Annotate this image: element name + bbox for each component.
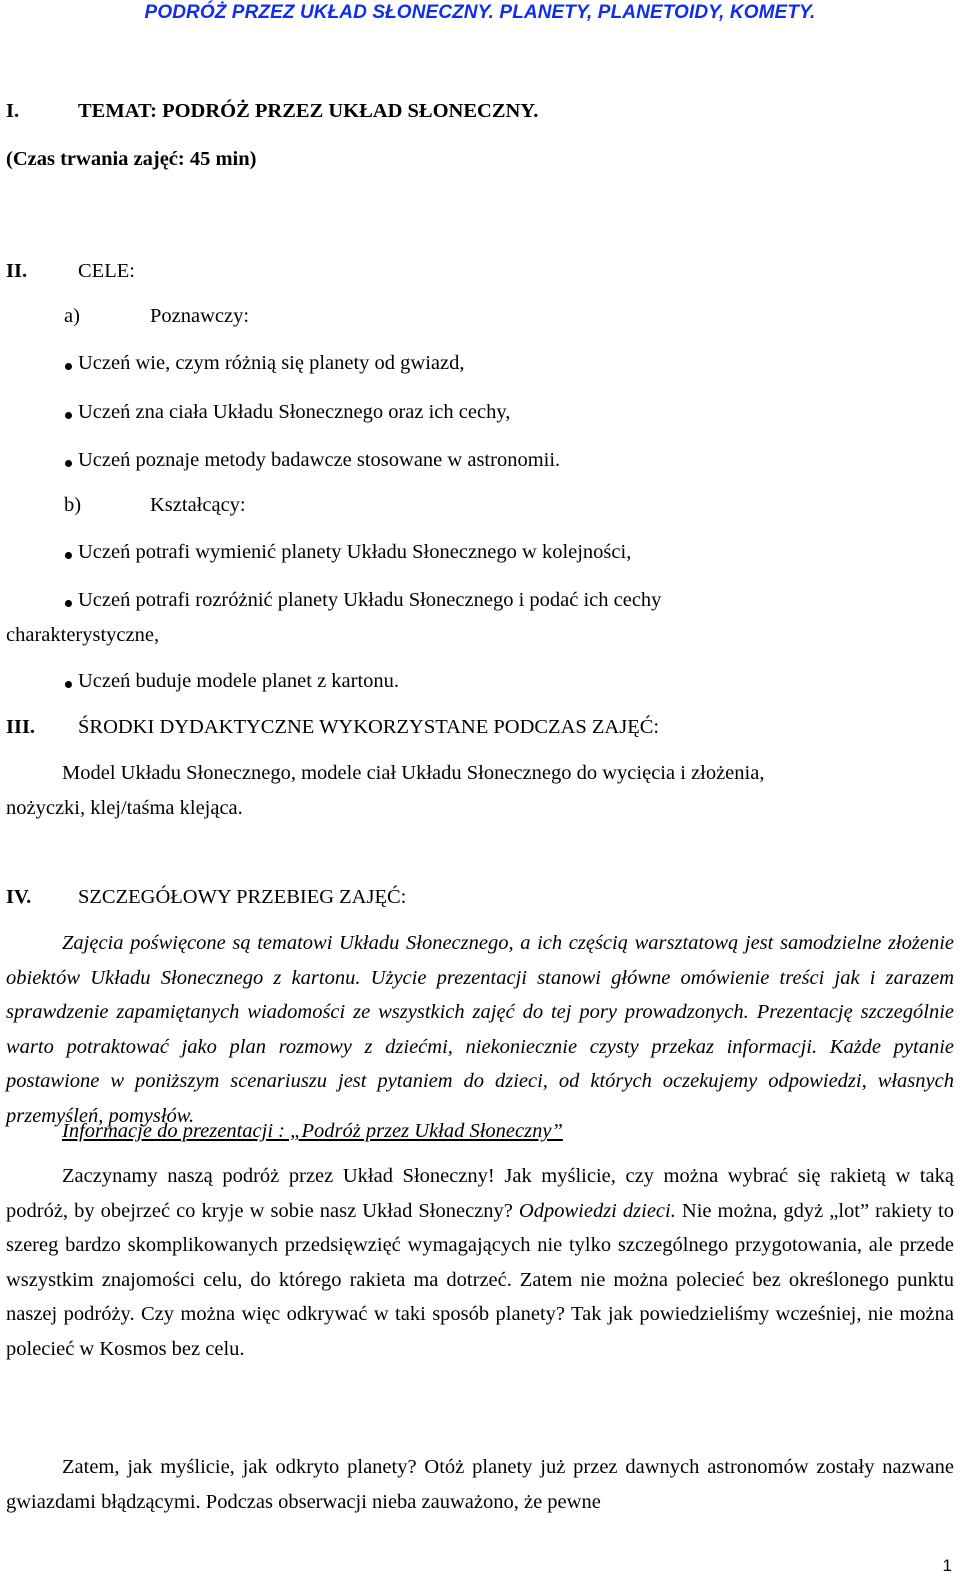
bullet-icon	[65, 460, 72, 467]
section-1-duration: (Czas trwania zajęć: 45 min)	[6, 148, 257, 170]
section-3-number: III.	[6, 716, 36, 738]
bullet-icon	[65, 412, 72, 419]
materials-line: Model Układu Słonecznego, modele ciał Układu Słonecznego do wycięcia i złożenia,	[62, 762, 765, 784]
section-3-title: ŚRODKI DYDAKTYCZNE WYKORZYSTANE PODCZAS ZAJĘĆ:	[78, 716, 660, 738]
section-1-title: TEMAT: PODRÓŻ PRZEZ UKŁAD SŁONECZNY.	[78, 100, 539, 122]
subsection-a-label: a)	[64, 305, 80, 327]
section-2-title: CELE:	[78, 260, 135, 282]
subsection-b-label: b)	[64, 494, 82, 516]
goal-item: Uczeń wie, czym różnią się planety od gwiazd,	[78, 352, 465, 374]
goal-item: Uczeń potrafi wymienić planety Układu Słonecznego w kolejności,	[78, 541, 632, 563]
page-number: 1	[942, 1556, 952, 1575]
goal-item: Uczeń zna ciała Układu Słonecznego oraz ich cechy,	[78, 401, 511, 423]
subsection-b-title: Kształcący:	[150, 494, 246, 516]
section-4-number: IV.	[6, 886, 32, 908]
bullet-icon	[65, 363, 72, 370]
section-4-title: SZCZEGÓŁOWY PRZEBIEG ZAJĘĆ:	[78, 886, 407, 908]
bullet-icon	[65, 552, 72, 559]
materials-line: nożyczki, klej/taśma klejąca.	[6, 797, 243, 819]
presentation-paragraph-1: Zaczynamy naszą podróż przez Układ Słoneczny! Jak myślicie, czy można wybrać się rakietą w taką podróż, by obejrzeć co kryje w sobie nasz Układ Słoneczny? Odpowiedzi dzieci. Nie można, gdyż „lot” rakiety to szereg bardzo skomplikowanych przedsięwzięć wymagających nie tylko szczególnego przygotowania, ale przede wszystkim znajomości celu, do którego rakieta ma dotrzeć. Zatem nie można polecieć bez określonego punktu naszej podróży. Czy można więc odkrywać w taki sposób planety? Tak jak powiedzieliśmy wcześniej, nie można polecieć w Kosmos bez celu.	[6, 1165, 955, 1360]
goal-item: Uczeń potrafi rozróżnić planety Układu Słonecznego i podać ich cechy	[78, 589, 662, 611]
page-header: PODRÓŻ PRZEZ UKŁAD SŁONECZNY. PLANETY, PLANETOIDY, KOMETY.	[144, 2, 816, 23]
section-1-number: I.	[6, 100, 20, 122]
presentation-heading: Informacje do prezentacji : „Podróż przez Układ Słoneczny”	[62, 1120, 563, 1142]
goal-item: Uczeń buduje modele planet z kartonu.	[78, 670, 400, 692]
goal-item: Uczeń poznaje metody badawcze stosowane w astronomii.	[78, 449, 561, 471]
procedure-intro: Zajęcia poświęcone są tematowi Układu Słonecznego, a ich częścią warsztatową jest samodzielne złożenie obiektów Układu Słonecznego z kartonu. Użycie prezentacji stanowi główne omówienie treści jak i zarazem sprawdzenie zapamiętanych wiadomości ze wszystkich zajęć do tej pory prowadzonych. Prezentację szczególnie warto potraktować jako plan rozmowy z dziećmi, niekoniecznie czysty przekaz informacji. Każde pytanie postawione w poniższym scenariuszu jest pytaniem do dzieci, od których oczekujemy odpowiedzi, własnych przemyśleń, pomysłów.	[6, 932, 954, 1127]
section-2-number: II.	[6, 260, 28, 282]
bullet-icon	[65, 600, 72, 607]
subsection-a-title: Poznawczy:	[150, 305, 250, 327]
presentation-paragraph-2: Zatem, jak myślicie, jak odkryto planety? Otóż planety już przez dawnych astronomów zostały nazwane gwiazdami błądzącymi. Podczas obserwacji nieba zauważono, że pewne	[6, 1456, 954, 1513]
goal-item-continuation: charakterystyczne,	[6, 624, 160, 646]
bullet-icon	[65, 681, 72, 688]
